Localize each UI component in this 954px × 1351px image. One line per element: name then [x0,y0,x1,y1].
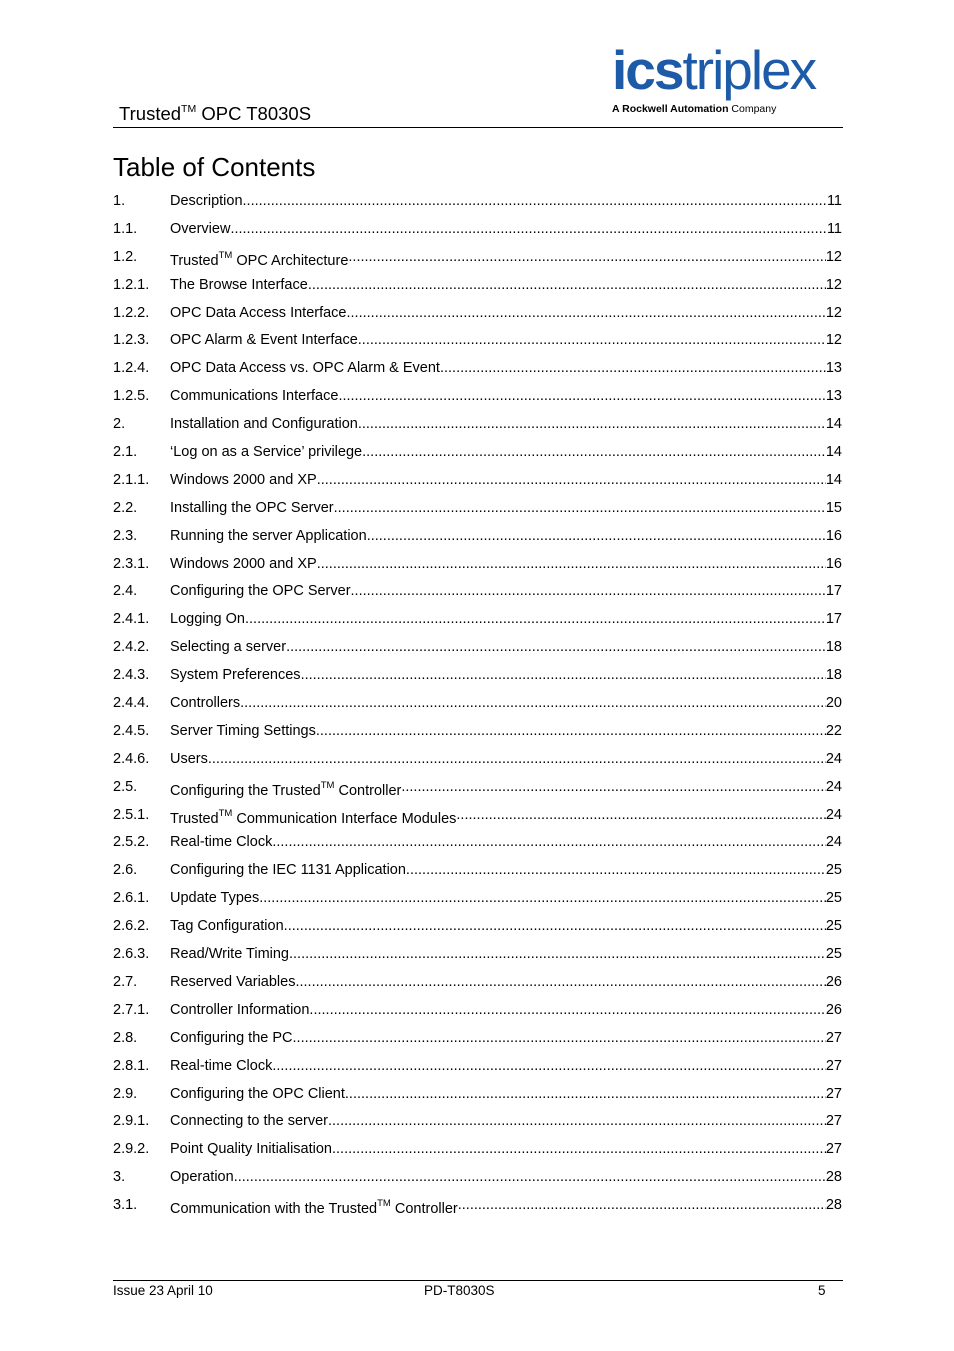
toc-entry-title-text: Controller Information [170,1001,310,1018]
toc-entry-link[interactable] [170,1052,842,1080]
toc-entry-number: 2.4.6. [113,750,150,767]
toc-entry-page: 27 [825,1113,842,1130]
toc-dot-leader [458,1191,826,1223]
toc-entry-title [170,856,406,884]
toc-entry-title-text: Windows 2000 and XP [170,471,317,488]
toc-entry-title-text: Update Types [170,890,260,907]
toc-entry-number: 2.9.1. [113,1113,150,1130]
toc-entry-link[interactable] [170,912,842,940]
toc-dot-leader [334,494,826,522]
toc-entry-title-text: Read/Write Timing [170,946,289,963]
toc-entry-title-text: Running the server Application [170,527,367,544]
toc-entry-number: 1.2.3. [113,332,150,349]
table-of-contents [113,187,842,1219]
toc-entry-title-text: Installing the OPC Server [170,499,334,516]
toc-entry-page: 11 [826,193,842,209]
toc-entry-link[interactable] [170,1024,842,1052]
toc-entry-page: 25 [825,890,842,907]
logo-ics: ics [612,39,683,101]
footer-page-number: 5 [818,1283,826,1298]
toc-entry-number: 1.1. [113,220,138,237]
toc-entry-page: 22 [825,722,842,739]
toc-entry-number: 2.1. [113,444,138,461]
toc-dot-leader [240,689,826,717]
toc-entry-title-text: Configuring the PC [170,1029,293,1046]
logo-tagline-bold: A Rockwell Automation [612,103,729,115]
toc-dot-leader [345,1080,826,1108]
toc-entry[interactable] [113,438,842,466]
toc-entry-link[interactable] [170,1107,842,1135]
toc-dot-leader [272,828,826,856]
toc-dot-leader [301,661,826,689]
toc-entry-number: 1.2.4. [113,360,150,377]
toc-entry[interactable] [113,1191,842,1219]
toc-entry[interactable] [113,410,842,438]
toc-entry-page: 25 [825,862,842,879]
toc-entry-page: 12 [825,332,842,349]
toc-entry-number: 2.4. [113,583,138,600]
toc-dot-leader [309,996,825,1024]
ics-triplex-logo [612,39,844,118]
toc-dot-leader [259,884,826,912]
trademark-superscript: TM [218,807,233,819]
trademark-superscript: TM [218,249,233,261]
toc-entry-title [170,215,230,243]
toc-entry-number: 1.2.2. [113,304,150,321]
toc-entry-title [170,689,240,717]
toc-entry-title [170,828,272,856]
toc-entry[interactable] [113,661,842,689]
toc-entry-link[interactable] [170,326,842,354]
toc-entry-number: 1.2. [113,248,138,265]
toc-entry-title [170,1163,234,1191]
toc-entry-number: 2.5.2. [113,834,150,851]
toc-entry[interactable] [113,1163,842,1191]
toc-dot-leader [358,326,826,354]
toc-entry-title [170,326,358,354]
toc-entry-title [170,354,440,382]
toc-entry-number: 2.5. [113,778,138,795]
toc-entry-title [170,1024,293,1052]
toc-entry-number: 2.3.1. [113,555,150,572]
toc-entry-link[interactable] [170,717,842,745]
toc-entry-title-text: Configuring the OPC Client [170,1085,345,1102]
toc-entry-title-text: The Browse Interface [170,276,308,293]
toc-entry-title-text: Trusted [170,810,219,827]
toc-entry[interactable] [113,382,842,410]
toc-entry-page: 12 [825,304,842,321]
logo-triplex: triplex [682,39,816,101]
toc-entry-title-text: Reserved Variables [170,973,296,990]
toc-entry-link[interactable] [170,689,842,717]
toc-entry-number: 2.4.5. [113,722,150,739]
toc-entry-title-text: Installation and Configuration [170,416,358,433]
toc-entry-title [170,968,295,996]
toc-entry-title [170,410,358,438]
toc-entry-title [170,1107,328,1135]
toc-entry-number: 1. [113,193,126,209]
toc-entry-page: 12 [825,248,842,265]
toc-entry-link[interactable] [170,884,842,912]
toc-entry-number: 2.9.2. [113,1141,150,1158]
toc-entry[interactable] [113,466,842,494]
toc-dot-leader [295,968,825,996]
toc-entry-page: 12 [825,276,842,293]
toc-entry-page: 27 [825,1029,842,1046]
toc-entry[interactable] [113,1080,842,1108]
toc-dot-leader [367,522,826,550]
toc-entry-title-text: OPC Data Access Interface [170,304,347,321]
toc-dot-leader [289,940,826,968]
toc-entry-link[interactable] [170,382,842,410]
toc-entry-title [170,577,351,605]
footer-doc-id: PD-T8030S [424,1283,495,1298]
logo-wordmark [612,39,816,101]
toc-entry-title [170,271,308,299]
toc-entry-page: 26 [825,973,842,990]
toc-entry-title [170,996,309,1024]
toc-entry[interactable] [113,996,842,1024]
toc-entry-link[interactable] [170,661,842,689]
toc-entry-page: 16 [825,555,842,572]
toc-entry-title-text: Selecting a server [170,639,287,656]
toc-entry-link[interactable] [170,522,842,550]
toc-dot-leader [208,745,826,773]
toc-entry-title-text: Real-time Clock [170,1057,273,1074]
toc-entry-number: 2.6.1. [113,890,150,907]
toc-entry-number: 2.4.1. [113,611,150,628]
toc-entry-link[interactable] [170,271,842,299]
toc-entry[interactable] [113,940,842,968]
toc-dot-leader [362,438,826,466]
toc-title: Table of Contents [113,152,316,182]
toc-entry-title-text: Communications Interface [170,388,339,405]
toc-entry-number: 2.4.3. [113,667,150,684]
toc-entry-link[interactable] [170,438,842,466]
toc-entry-title-text: ‘Log on as a Service’ privilege [170,444,363,461]
toc-entry-page: 11 [826,220,842,237]
toc-entry-page: 26 [825,1001,842,1018]
toc-entry-page: 27 [825,1057,842,1074]
toc-entry-page: 14 [825,471,842,488]
toc-entry-title-suffix: Controller [390,1200,458,1217]
toc-entry-title-text: Real-time Clock [170,834,273,851]
toc-entry-number: 1.2.5. [113,388,150,405]
toc-entry[interactable] [113,577,842,605]
toc-entry-title-text: Description [170,193,243,209]
toc-entry-title-text: Overview [170,220,231,237]
toc-entry[interactable] [113,187,842,215]
toc-entry[interactable] [113,215,842,243]
toc-entry-page: 28 [825,1197,842,1214]
toc-dot-leader [234,1163,826,1191]
toc-entry-number: 2.6.2. [113,918,150,935]
toc-entry-title [170,884,259,912]
toc-entry-title [170,382,338,410]
toc-entry-page: 14 [825,444,842,461]
footer-rule [113,1280,843,1281]
toc-entry-link[interactable] [170,940,842,968]
toc-entry-page: 25 [825,946,842,963]
trademark-superscript: TM [320,779,335,791]
toc-entry-title [170,912,284,940]
header-title-main: Trusted [119,103,182,125]
toc-entry-title [170,661,301,689]
toc-entry-page: 28 [825,1169,842,1186]
toc-entry[interactable] [113,522,842,550]
toc-dot-leader [316,717,826,745]
toc-entry-number: 2.3. [113,527,138,544]
toc-entry-link[interactable] [170,354,842,382]
trademark-superscript: TM [181,103,197,115]
toc-entry-page: 16 [825,527,842,544]
toc-entry-link[interactable] [170,1191,842,1223]
toc-entry[interactable] [113,1052,842,1080]
toc-entry-number: 3. [113,1169,126,1186]
toc-entry-title-text: Operation [170,1169,234,1186]
toc-entry-title-text: OPC Alarm & Event Interface [170,332,358,349]
toc-entry-number: 2.4.2. [113,639,150,656]
toc-entry-page: 15 [825,499,842,516]
toc-entry[interactable] [113,326,842,354]
toc-entry[interactable] [113,243,842,271]
toc-entry-link[interactable] [170,215,842,243]
toc-entry[interactable] [113,912,842,940]
toc-dot-leader [338,382,825,410]
toc-entry-title-text: Configuring the OPC Server [170,583,351,600]
toc-entry-number: 2.4.4. [113,695,150,712]
toc-entry-title-text: Point Quality Initialisation [170,1141,332,1158]
toc-dot-leader [245,605,826,633]
header-title-rest: OPC T8030S [196,103,312,125]
toc-entry-link[interactable] [170,996,842,1024]
toc-dot-leader [286,633,826,661]
toc-entry-title [170,1052,272,1080]
toc-entry-number: 2.1.1. [113,471,150,488]
toc-entry-number: 2.6.3. [113,946,150,963]
toc-entry-title [170,438,362,466]
toc-dot-leader [440,354,826,382]
toc-dot-leader [308,271,826,299]
toc-dot-leader [272,1052,826,1080]
toc-entry-title-text: OPC Data Access vs. OPC Alarm & Event [170,360,440,377]
toc-entry-title-text: Trusted [170,252,219,269]
toc-entry-number: 2.5.1. [113,806,150,823]
toc-entry-page: 24 [825,778,842,795]
toc-dot-leader [284,912,826,940]
toc-entry-title-text: Configuring the IEC 1131 Application [170,862,406,879]
toc-entry-title-text: Communication with the Trusted [170,1200,378,1217]
toc-entry-title [170,717,316,745]
toc-entry-link[interactable] [170,1080,842,1108]
toc-entry-number: 2.6. [113,862,138,879]
toc-entry-link[interactable] [170,828,842,856]
toc-dot-leader [328,1107,826,1135]
toc-entry-link[interactable] [170,856,842,884]
toc-entry-title-suffix: OPC Architecture [232,252,349,269]
toc-entry-title [170,1191,458,1223]
toc-entry[interactable] [113,801,842,829]
toc-entry-link[interactable] [170,410,842,438]
toc-entry-link[interactable] [170,1135,842,1163]
toc-entry-number: 2.7.1. [113,1001,150,1018]
toc-entry-title-suffix: Communication Interface Modules [232,810,457,827]
toc-entry-link[interactable] [170,550,842,578]
trademark-superscript: TM [377,1198,391,1210]
toc-entry-title [170,466,317,494]
toc-dot-leader [332,1135,826,1163]
toc-entry-link[interactable] [170,968,842,996]
toc-entry-title [170,1135,332,1163]
toc-entry-page: 17 [825,583,842,600]
toc-entry[interactable] [113,354,842,382]
toc-entry-title [170,299,347,327]
toc-entry[interactable] [113,271,842,299]
toc-dot-leader [358,410,826,438]
toc-entry-page: 17 [825,611,842,628]
toc-entry-title [170,187,243,215]
toc-entry-page: 24 [825,834,842,851]
header-rule [113,127,843,128]
toc-entry-page: 14 [825,416,842,433]
toc-entry-title-text: Server Timing Settings [170,722,316,739]
toc-entry-title [170,745,208,773]
toc-entry-page: 27 [825,1141,842,1158]
toc-entry[interactable] [113,1135,842,1163]
toc-entry-title [170,550,317,578]
toc-entry-title [170,940,289,968]
toc-entry-page: 18 [825,639,842,656]
toc-dot-leader [317,466,826,494]
toc-entry[interactable] [113,773,842,801]
toc-entry-page: 13 [825,360,842,377]
toc-entry-title-text: Connecting to the server [170,1113,328,1130]
toc-entry-title-text: Windows 2000 and XP [170,555,317,572]
toc-entry-title [170,605,245,633]
footer-issue: Issue 23 April 10 [113,1283,213,1298]
toc-entry-link[interactable] [170,494,842,522]
toc-dot-leader [351,577,826,605]
toc-entry-number: 1.2.1. [113,276,150,293]
toc-entry-number: 2.7. [113,973,138,990]
toc-entry-title [170,633,286,661]
toc-entry-title [170,1080,345,1108]
toc-entry-page: 20 [825,695,842,712]
toc-entry-title-text: Users [170,750,208,767]
toc-entry-title-text: Controllers [170,695,241,712]
toc-dot-leader [293,1024,826,1052]
toc-entry-number: 2.8. [113,1029,138,1046]
toc-entry[interactable] [113,1024,842,1052]
toc-entry-page: 13 [825,388,842,405]
toc-entry[interactable] [113,494,842,522]
toc-dot-leader [243,187,827,215]
toc-entry-title-text: Configuring the Trusted [170,782,321,799]
toc-entry-number: 2.9. [113,1085,138,1102]
toc-entry[interactable] [113,856,842,884]
toc-entry-number: 3.1. [113,1197,138,1214]
toc-entry-title-suffix: Controller [334,782,402,799]
toc-entry-title [170,522,367,550]
toc-entry-page: 24 [825,806,842,823]
logo-tagline [612,103,776,115]
toc-entry-page: 27 [825,1085,842,1102]
toc-entry-link[interactable] [170,605,842,633]
toc-entry[interactable] [113,884,842,912]
toc-dot-leader [347,299,826,327]
toc-entry[interactable] [113,717,842,745]
toc-entry-page: 24 [825,750,842,767]
toc-entry-number: 2.2. [113,499,138,516]
toc-entry-title [170,494,334,522]
toc-entry-page: 25 [825,918,842,935]
toc-entry[interactable] [113,605,842,633]
toc-entry[interactable] [113,1107,842,1135]
toc-entry-number: 2. [113,416,126,433]
toc-entry-title-text: Tag Configuration [170,918,284,935]
toc-dot-leader [406,856,826,884]
toc-entry-link[interactable] [170,633,842,661]
toc-entry-number: 2.8.1. [113,1057,150,1074]
toc-entry-title-text: Logging On [170,611,245,628]
toc-entry[interactable] [113,828,842,856]
toc-entry[interactable] [113,968,842,996]
toc-entry-page: 18 [825,667,842,684]
toc-entry-title-text: System Preferences [170,667,301,684]
toc-entry[interactable] [113,689,842,717]
toc-entry[interactable] [113,633,842,661]
toc-entry[interactable] [113,299,842,327]
toc-entry-link[interactable] [170,299,842,327]
toc-entry-link[interactable] [170,745,842,773]
toc-dot-leader [230,215,827,243]
toc-entry[interactable] [113,745,842,773]
toc-entry-link[interactable] [170,466,842,494]
document-header-title [119,99,311,125]
toc-dot-leader [317,550,826,578]
toc-entry[interactable] [113,550,842,578]
toc-entry-link[interactable] [170,187,842,215]
toc-entry-link[interactable] [170,577,842,605]
logo-tagline-rest: Company [728,103,777,115]
toc-entry-link[interactable] [170,1163,842,1191]
